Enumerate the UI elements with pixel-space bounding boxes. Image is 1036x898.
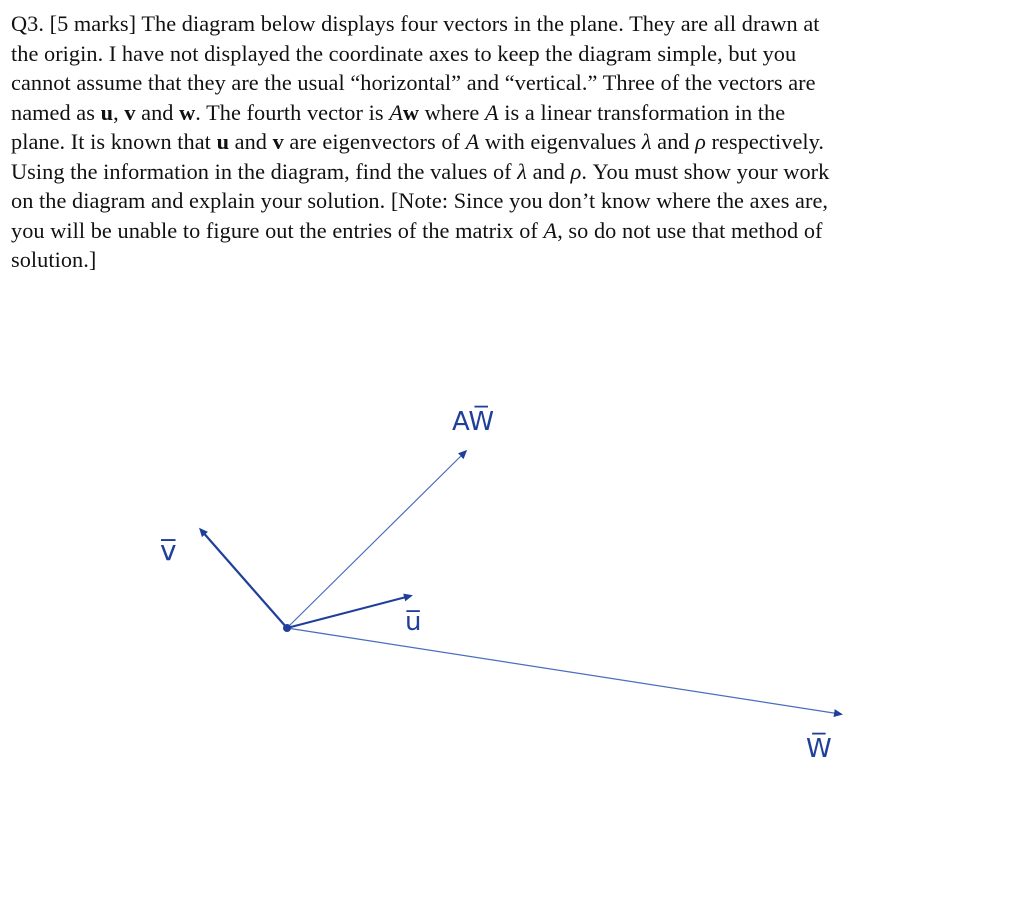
origin-dot — [283, 624, 291, 632]
question-text-run: λ — [517, 158, 527, 184]
question-text-run: w — [179, 99, 196, 125]
question-text-run: plane. It is known that — [11, 129, 217, 154]
question-text-run: w — [402, 99, 420, 125]
question-text-run: Q3. [5 marks] The diagram below displays four vectors in the plane. They are all drawn at — [11, 11, 820, 36]
u-vector — [287, 596, 410, 628]
question-text-run: and — [651, 129, 696, 154]
question-text-run: A — [485, 99, 499, 125]
question-text-run: λ — [641, 129, 652, 154]
question-text-run: the origin. I have not displayed the coordinate axes to keep the diagram simple, but you — [11, 40, 797, 66]
question-text-run: and — [527, 158, 571, 184]
v-label: v̅ — [160, 534, 177, 567]
question-text-run: A — [389, 99, 403, 125]
question-text-run: . The fourth vector is — [195, 99, 390, 125]
question-text-run: A — [465, 129, 480, 154]
question-text-run: , — [113, 99, 125, 125]
question-text-run: A — [543, 217, 558, 243]
aw-vector — [287, 452, 465, 628]
v-vector — [201, 530, 287, 628]
question-text-run: v — [272, 129, 284, 154]
question-text-run: you will be unable to figure out the entries of the matrix of — [11, 217, 544, 243]
question-text-run: cannot assume that they are the usual “horizontal” and “vertical.” Three of the vectors are — [11, 70, 816, 95]
question-text-run: is a linear transformation in the — [498, 99, 786, 125]
question-text-run: , so do not use that method of — [557, 217, 823, 243]
question-text-run: u — [216, 129, 230, 154]
question-text-run: ρ — [695, 129, 706, 154]
question-text-run: Using the information in the diagram, find the values of — [11, 158, 518, 184]
u-label: u̅ — [405, 607, 422, 637]
question-text-run: v — [124, 99, 136, 125]
w-vector — [287, 628, 840, 714]
question-text-run: where — [419, 99, 485, 125]
question-text-run: named as — [11, 99, 101, 125]
w-label: W̅ — [806, 734, 832, 764]
question-text-run: u — [100, 99, 114, 125]
question-text-run: ρ — [570, 158, 582, 184]
question-text-run: . You must show your work — [581, 158, 830, 184]
question-text-run: and — [135, 99, 180, 125]
aw-label: AW̅ — [452, 407, 495, 437]
question-text-run: respectively. — [705, 129, 825, 154]
question-text-run: are eigenvectors of — [283, 129, 466, 154]
question-text-run: solution.] — [11, 247, 97, 272]
question-text-run: with eigenvalues — [479, 129, 642, 154]
question-text-run: and — [229, 129, 273, 154]
question-text-run: on the diagram and explain your solution. [Note: Since you don’t know where the axes are, — [11, 188, 829, 213]
